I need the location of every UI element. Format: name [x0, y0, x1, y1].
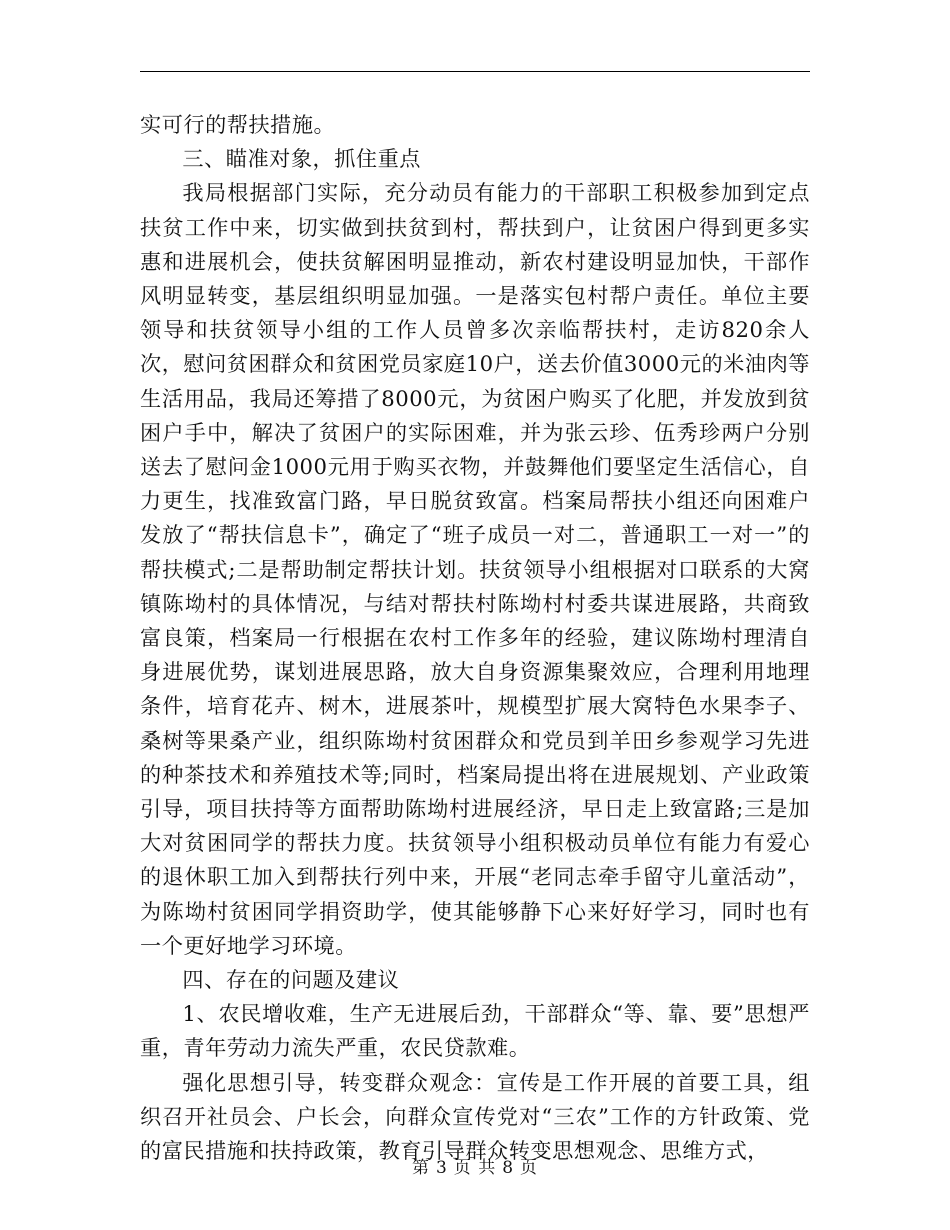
- paragraph-continuation: 实可行的帮扶措施。: [140, 112, 336, 137]
- footer-page-total: 8: [502, 1158, 515, 1178]
- page-footer: [0, 1153, 950, 1178]
- paragraph-suggestion: 强化思想引导，转变群众观念：宣传是工作开展的首要工具，组织召开社员会、户长会，向群众宣传党对“三农”工作的方针政策、党的富民措施和扶持政策，教育引导群众转变思想观念、思维方式，: [140, 1069, 810, 1164]
- paragraph-problem-1: 1、农民增收难，生产无进展后劲，干部群众“等、靠、要”思想严重，青年劳动力流失严重，农民贷款难。: [140, 1001, 810, 1061]
- footer-middle: 页 共: [453, 1158, 497, 1178]
- section-heading-4: 四、存在的问题及建议: [182, 967, 400, 993]
- paragraph-body: 我局根据部门实际，充分动员有能力的干部职工积极参加到定点扶贫工作中来，切实做到扶贫到村，帮扶到户，让贫困户得到更多实惠和进展机会，使扶贫解困明显推动，新农村建设明显加快，干部作风明显转变，基层组织明显加强。一是落实包村帮户责任。单位主要领导和扶贫领导小组的工作人员曾多次亲临帮扶村，走访820余人次，慰问贫困群众和贫困党员家庭10户，送去价值3000元的米油肉等生活用品，我局还筹措了8000元，为贫困户购买了化肥，并发放到贫困户手中，解决了贫困户的实际困难，并为张云珍、伍秀珍两户分别送去了慰问金1000元用于购买衣物，并鼓舞他们要坚定生活信心，自力更生，找准致富门路，早日脱贫致富。档案局帮扶小组还向困难户发放了“帮扶信息卡”，确定了“班子成员一对二，普通职工一对一”的帮扶模式;二是帮助制定帮扶计划。扶贫领导小组根据对口联系的大窝镇陈坳村的具体情况，与结对帮扶村陈坳村村委共谋进展路，共商致富良策，档案局一行根据在农村工作多年的经验，建议陈坳村理清自身进展优势，谋划进展思路，放大自身资源集聚效应，合理利用地理条件，培育花卉、树木，进展茶叶，规模型扩展大窝特色水果李子、桑树等果桑产业，组织陈坳村贫困群众和党员到羊田乡参观学习先进的种茶技术和养殖技术等;同时，档案局提出将在进展规划、产业政策引导，项目扶持等方面帮助陈坳村进展经济，早日走上致富路;三是加大对贫困同学的帮扶力度。扶贫领导小组积极动员单位有能力有爱心的退休职工加入到帮扶行列中来，开展“老同志牵手留守儿童活动”，为陈坳村贫困同学捐资助学，使其能够静下心来好好学习，同时也有一个更好地学习环境。: [140, 180, 810, 958]
- footer-page-number: 3: [435, 1158, 448, 1178]
- footer-prefix: 第: [411, 1158, 430, 1178]
- header-rule: [140, 71, 810, 72]
- document-body: [140, 108, 810, 1168]
- section-heading-3: 三、瞄准对象，抓住重点: [182, 146, 421, 172]
- footer-suffix: 页: [520, 1158, 539, 1178]
